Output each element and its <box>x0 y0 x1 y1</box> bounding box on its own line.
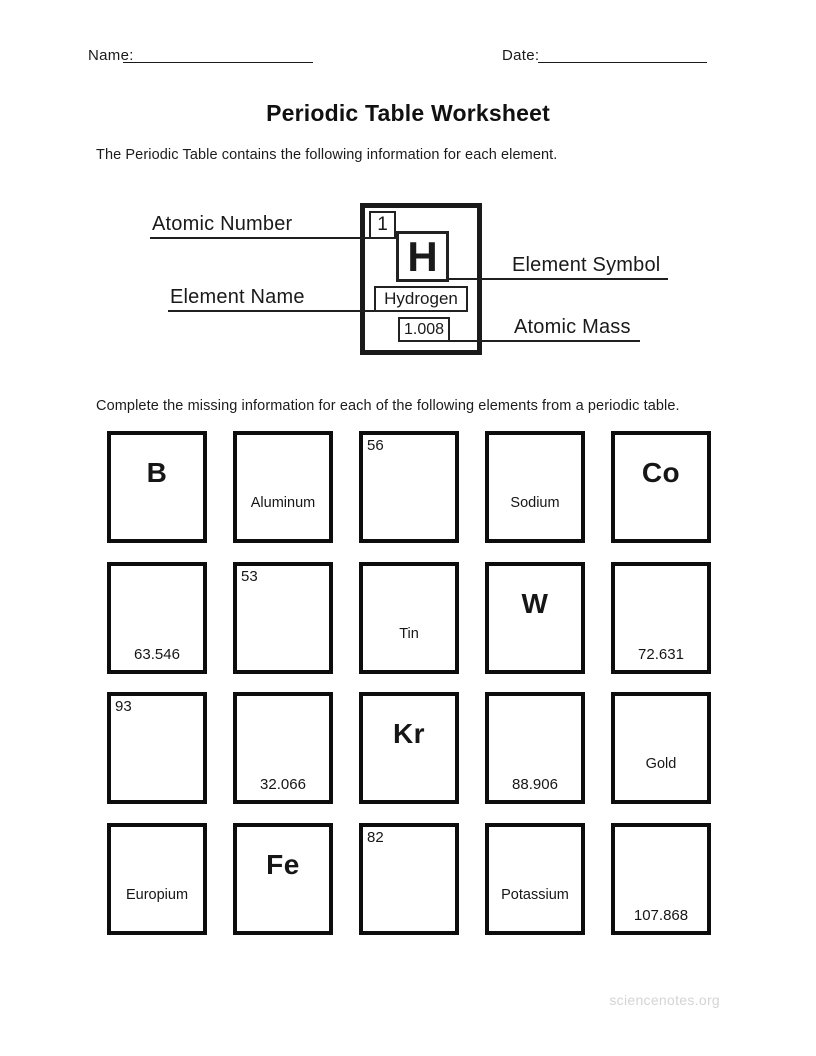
name-field-label: Name: <box>88 47 134 64</box>
atomic-number-leader-line <box>150 237 369 239</box>
example-name-box <box>374 286 468 312</box>
element-cell-symbol-value: Fe <box>266 848 300 880</box>
element-cell-1 <box>107 431 207 543</box>
element-cell-mass-value: 88.906 <box>512 776 558 793</box>
element-cell-11 <box>107 692 207 804</box>
element-cell-10 <box>611 562 711 674</box>
element-cell-mass-value: 63.546 <box>134 645 180 663</box>
element-cell-8 <box>359 562 459 674</box>
element-cell-name-value: Europium <box>125 886 189 903</box>
element-cell-15 <box>611 692 711 804</box>
element-cell-2 <box>233 431 333 543</box>
element-cell-name-value: Sodium <box>510 495 560 511</box>
example-atomic-number-box <box>369 211 396 239</box>
example-mass-box <box>398 317 450 342</box>
element-cell-symbol-value: B <box>146 457 168 488</box>
element-cell-19 <box>485 823 585 935</box>
example-symbol-box <box>396 231 449 282</box>
atomic-mass-leader-line <box>450 340 640 342</box>
element-cell-mass-value: 72.631 <box>638 645 684 663</box>
example-atomic-number: 1 <box>377 214 388 235</box>
name-fill-line <box>123 62 313 63</box>
atomic-mass-label: Atomic Mass <box>514 316 631 338</box>
atomic-number-label: Atomic Number <box>152 213 293 235</box>
example-symbol: H <box>407 232 438 280</box>
page-title: Periodic Table Worksheet <box>266 100 550 126</box>
element-cell-mass-value: 32.066 <box>260 776 306 793</box>
element-cell-name-value: Gold <box>645 756 677 772</box>
element-cell-name-value: Tin <box>399 625 419 642</box>
element-cell-17 <box>233 823 333 935</box>
element-cell-20 <box>611 823 711 935</box>
element-cell-number-value: 56 <box>367 437 384 454</box>
instruction-text: Complete the missing information for each of the following elements from a periodic table. <box>96 398 680 414</box>
element-cell-6 <box>107 562 207 674</box>
element-cell-12 <box>233 692 333 804</box>
element-cell-number-value: 82 <box>367 828 384 846</box>
element-cell-symbol-value: Co <box>641 457 681 488</box>
element-cell-4 <box>485 431 585 543</box>
element-cell-name-value: Potassium <box>501 886 569 903</box>
element-answer-grid <box>107 431 711 935</box>
element-cell-9 <box>485 562 585 674</box>
element-cell-18 <box>359 823 459 935</box>
element-cell-symbol-value: Kr <box>392 718 426 749</box>
element-cell-13 <box>359 692 459 804</box>
element-cell-number-value: 53 <box>241 567 258 585</box>
element-cell-number-value: 93 <box>115 698 132 715</box>
footer-watermark: sciencenotes.org <box>609 992 720 1008</box>
intro-text: The Periodic Table contains the following information for each element. <box>96 147 558 163</box>
date-field-label: Date: <box>502 47 540 64</box>
element-symbol-leader-line <box>449 278 668 280</box>
example-name: Hydrogen <box>384 289 458 308</box>
element-cell-name-value: Aluminum <box>250 495 316 511</box>
element-cell-7 <box>233 562 333 674</box>
element-cell-5 <box>611 431 711 543</box>
element-symbol-label: Element Symbol <box>512 254 661 276</box>
element-name-leader-line <box>168 310 374 312</box>
example-mass: 1.008 <box>403 320 445 338</box>
element-cell-14 <box>485 692 585 804</box>
element-cell-mass-value: 107.868 <box>633 906 689 924</box>
element-cell-3 <box>359 431 459 543</box>
element-name-label: Element Name <box>170 286 305 308</box>
element-cell-symbol-value: W <box>521 587 549 619</box>
element-cell-16 <box>107 823 207 935</box>
date-fill-line <box>538 62 707 63</box>
